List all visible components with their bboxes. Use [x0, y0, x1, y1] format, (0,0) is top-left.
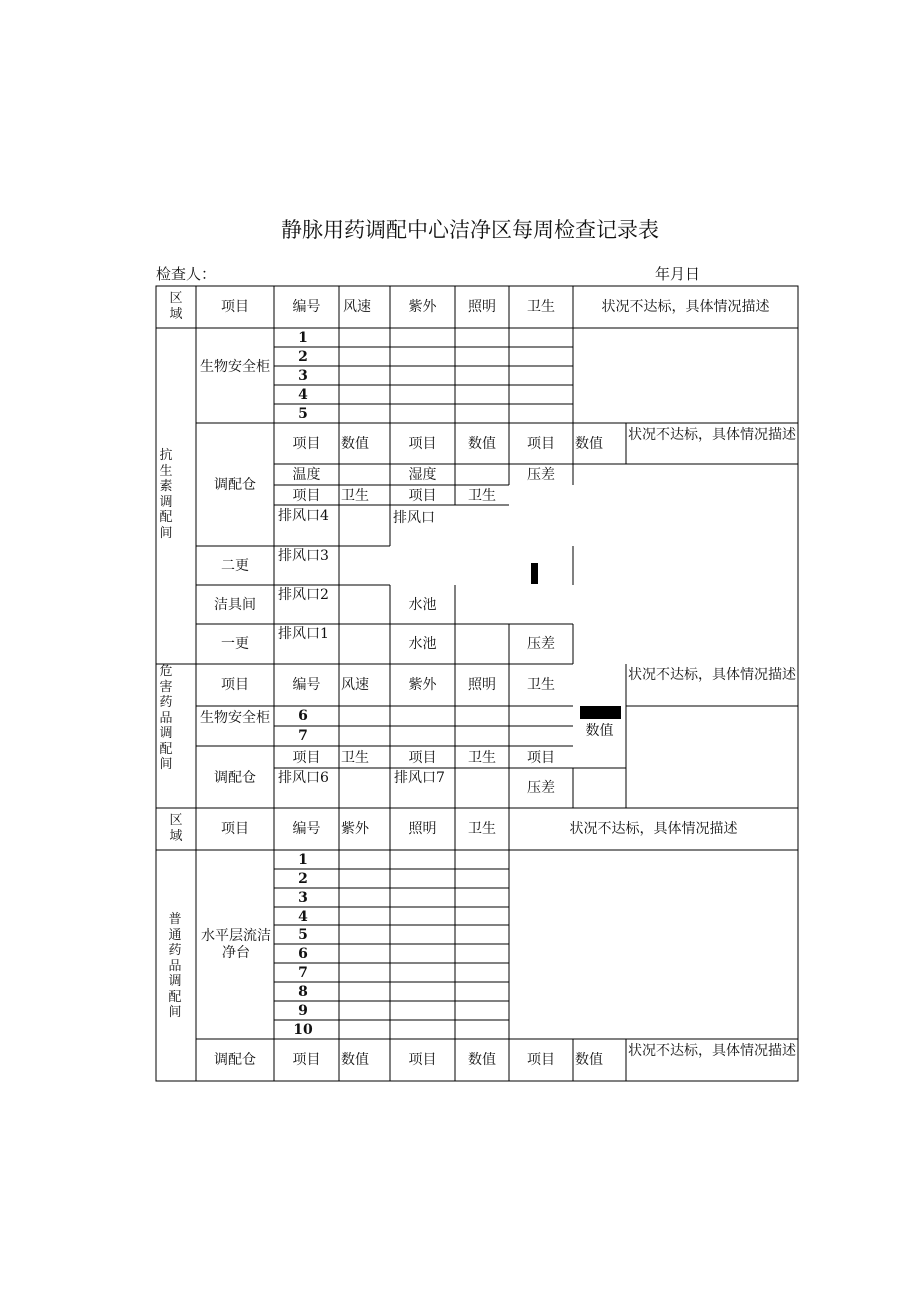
item-col-s3-1: 项目: [292, 1052, 321, 1068]
vent6-label: 排风口6: [278, 770, 329, 786]
value-col-s3-3: 数值: [575, 1052, 603, 1068]
bench-number-7: 7: [298, 965, 308, 981]
bench-number-5: 5: [298, 927, 308, 943]
value-col-s3-2: 数值: [468, 1052, 496, 1068]
item-col-4: 项目: [292, 488, 321, 504]
bench-number-8: 8: [298, 984, 308, 1000]
mixing-room-label: 调配仓: [214, 477, 256, 493]
item-col-s3-2: 项目: [408, 1052, 437, 1068]
pressure-diff-label: 压差: [527, 467, 555, 483]
bench-number-6: 6: [298, 946, 308, 962]
hygiene-header-s2: 卫生: [527, 677, 555, 693]
item-col-1: 项目: [292, 436, 321, 452]
vent7-label: 排风口7: [394, 770, 445, 786]
date-label: 年月日: [655, 265, 701, 283]
inspector-label: 检查人：: [156, 265, 217, 283]
cabinet-number-7: 7: [298, 728, 308, 744]
bench-number-2: 2: [298, 871, 308, 887]
redaction-mark: [531, 563, 538, 584]
description-header-s2: 状况不达标，具体情况描述: [628, 667, 796, 683]
section1-cabinet: 生物安全柜: [200, 359, 270, 375]
hygiene-col-2: 卫生: [468, 488, 496, 504]
value-col-2: 数值: [468, 436, 496, 452]
header-area-2: 区域: [169, 813, 183, 844]
bench-label: 水平层流洁净台: [201, 928, 271, 961]
cabinet-number-3: 3: [298, 368, 308, 384]
vent3-label: 排风口3: [278, 548, 329, 564]
header-area: 区域: [169, 291, 183, 322]
hygiene-col-s2-1: 卫生: [341, 750, 369, 766]
item-col-3: 项目: [527, 436, 555, 452]
header-uv: 紫外: [408, 299, 437, 315]
section2-cabinet: 生物安全柜: [200, 710, 270, 726]
item-col-s2-1: 项目: [292, 750, 321, 766]
value-col-s3-1: 数值: [341, 1052, 369, 1068]
value-label-s2: 数值: [585, 723, 614, 739]
bench-number-4: 4: [298, 909, 308, 925]
item-col-s3-3: 项目: [527, 1052, 555, 1068]
bench-number-3: 3: [298, 890, 308, 906]
section1-area: 抗生素调配间: [159, 448, 173, 541]
section3-area: 普通药品调配间: [168, 912, 182, 1020]
bench-number-9: 9: [298, 1003, 308, 1019]
temperature-label: 温度: [292, 467, 321, 483]
description-header-s3: 状况不达标，具体情况描述: [628, 1043, 796, 1059]
cabinet-number-5: 5: [298, 406, 308, 422]
item-col-2: 项目: [408, 436, 437, 452]
cabinet-number-4: 4: [298, 387, 308, 403]
humidity-label: 湿度: [408, 467, 437, 483]
header-description-2: 状况不达标，具体情况描述: [569, 821, 738, 837]
sink-label-1: 水池: [408, 597, 437, 613]
header-lighting-2: 照明: [408, 821, 437, 837]
header-wind-speed: 风速: [343, 299, 371, 315]
item-header-s2: 项目: [221, 677, 249, 693]
second-change-label: 二更: [221, 558, 249, 574]
bench-number-1: 1: [298, 852, 308, 868]
first-change-label: 一更: [221, 636, 249, 652]
header-item-2: 项目: [221, 821, 249, 837]
hygiene-col-1: 卫生: [341, 488, 369, 504]
section2-area: 危害药品调配间: [159, 664, 173, 772]
header-description: 状况不达标，具体情况描述: [601, 299, 770, 315]
value-col-3: 数值: [575, 436, 603, 452]
hygiene-col-s2-2: 卫生: [468, 750, 496, 766]
page-title: 静脉用药调配中心洁净区每周检查记录表: [281, 218, 659, 242]
vent2-label: 排风口2: [278, 587, 329, 603]
header-uv-2: 紫外: [341, 821, 369, 837]
item-col-5: 项目: [408, 488, 437, 504]
header-number-2: 编号: [292, 821, 321, 837]
wind-speed-header-s2: 风速: [341, 677, 369, 693]
header-number: 编号: [292, 299, 321, 315]
pressure-diff-label-2: 压差: [527, 636, 555, 652]
cleaning-room-label: 洁具间: [214, 597, 256, 613]
lighting-header-s2: 照明: [468, 677, 496, 693]
uv-header-s2: 紫外: [408, 677, 437, 693]
cabinet-number-1: 1: [298, 330, 308, 346]
cabinet-number-6: 6: [298, 708, 308, 724]
header-hygiene: 卫生: [527, 299, 555, 315]
cabinet-number-2: 2: [298, 349, 308, 365]
item-col-s2-3: 项目: [527, 750, 555, 766]
description-header-wrap: 状况不达标，具体情况描述: [628, 427, 796, 443]
mixing-room-label-s2: 调配仓: [214, 770, 256, 786]
vent-label: 排风口: [393, 510, 435, 526]
redaction-mark: [580, 706, 621, 719]
header-lighting: 照明: [468, 299, 496, 315]
item-col-s2-2: 项目: [408, 750, 437, 766]
header-item: 项目: [221, 299, 249, 315]
mixing-room-label-s3: 调配仓: [214, 1052, 256, 1068]
bench-number-10: 10: [293, 1022, 313, 1038]
value-col-1: 数值: [341, 436, 369, 452]
number-header-s2: 编号: [292, 677, 321, 693]
vent4-label: 排风口4: [278, 508, 329, 524]
vent1-label: 排风口1: [278, 626, 329, 642]
header-hygiene-2: 卫生: [468, 821, 496, 837]
pressure-diff-label-s2: 压差: [527, 780, 555, 796]
sink-label-2: 水池: [408, 636, 437, 652]
